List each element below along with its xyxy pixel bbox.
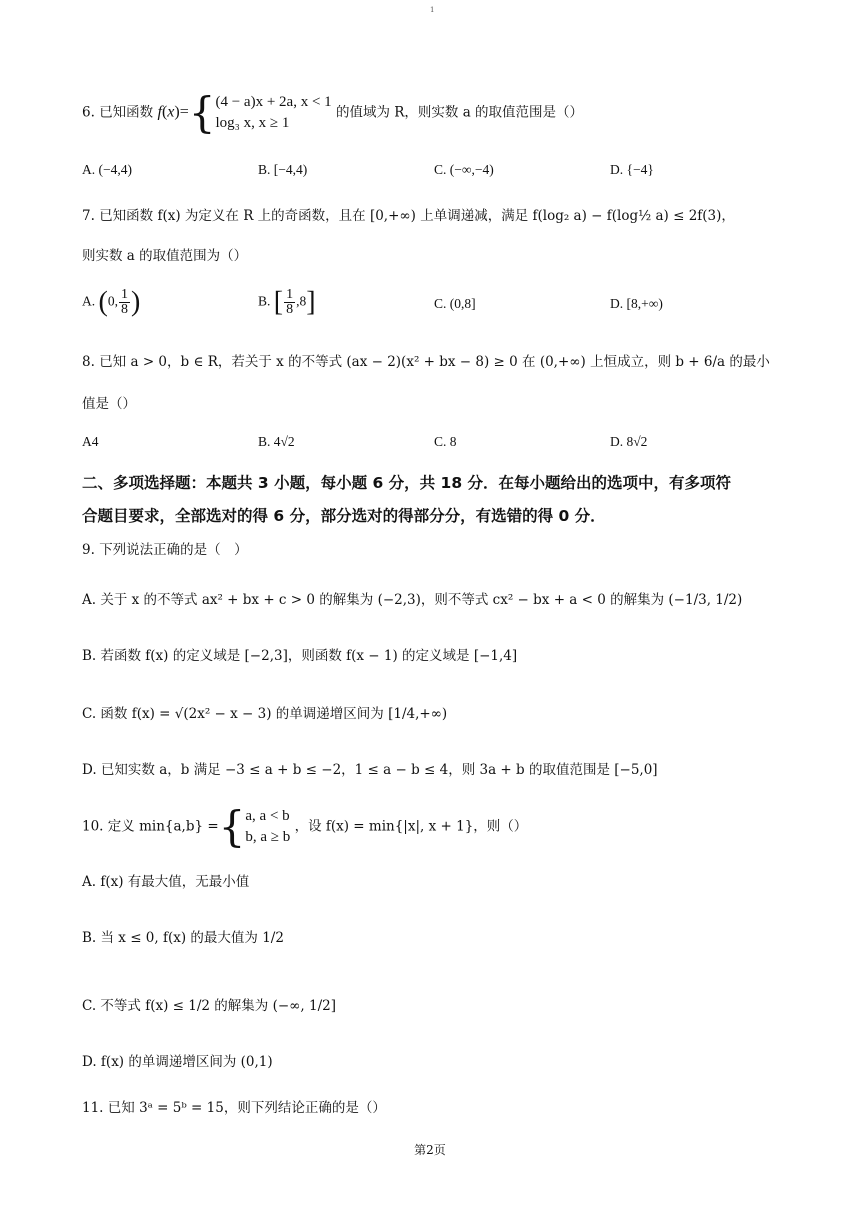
question-9-option-a: A. 关于 x 的不等式 ax² + bx + c > 0 的解集为 (−2,3)，则不等式 cx² − bx + a < 0 的解集为 (−1/3, 1/2): [82, 592, 743, 608]
piecewise-cases: [215, 92, 331, 134]
question-9: [82, 540, 820, 560]
question-10-option-c: C. 不等式 f(x) ≤ 1/2 的解集为 (−∞, 1/2]: [82, 998, 336, 1014]
option-d: D. [8,+∞): [610, 296, 663, 311]
piecewise-cases: [245, 806, 290, 848]
page-footer: 第2页: [414, 1143, 446, 1157]
option-b: B. [ $\frac{1}{8}$ ,8]: [258, 286, 316, 318]
question-text: 的值域为 R，则实数 a 的取值范围是（）: [335, 104, 584, 121]
option-c: C. (−∞,−4): [434, 162, 494, 177]
case-2: b, a ≥ b: [245, 829, 291, 845]
question-text: 已知函数: [99, 104, 154, 121]
question-10: [82, 802, 820, 851]
option-c: C. (0,8]: [434, 296, 476, 311]
question-10-option-a: A. f(x) 有最大值，无最小值: [82, 874, 250, 890]
question-6: 6. 已知函数 f(x)={ (4 − a)x + 2a, x < 1 log₃ x, x ≥ 1 的值域为 R，则实数 a 的取值范围是（）: [82, 88, 584, 137]
question-7-line2: 则实数 a 的取值范围为（）: [82, 248, 248, 264]
question-number: 9.: [82, 542, 95, 558]
question-9-option-c: C. 函数 f(x) = √(2x² − x − 3) 的单调递增区间为 [1/4,+∞): [82, 706, 448, 722]
case-1: (4 − a)x + 2a, x < 1: [215, 94, 332, 110]
question-10-option-d: D. f(x) 的单调递增区间为 (0,1): [82, 1054, 273, 1070]
option-b: B. 4√2: [258, 434, 295, 449]
section-heading: 二、多项选择题：本题共 3 小题，每小题 6 分，共 18 分．在每小题给出的选项中，有多项符: [82, 474, 732, 492]
question-text: 定义 min{a,b} =: [107, 818, 219, 835]
question-9-option-b: B. 若函数 f(x) 的定义域是 [−2,3]，则函数 f(x − 1) 的定义域是 [−1,4]: [82, 648, 518, 664]
question-9-option-d: D. 已知实数 a，b 满足 −3 ≤ a + b ≤ −2，1 ≤ a − b ≤ 4，则 3a + b 的取值范围是 [−5,0]: [82, 762, 658, 778]
question-text: ，设 f(x) = min{|x|, x + 1}，则（）: [294, 818, 528, 835]
option-c: C. 8: [434, 434, 457, 449]
left-brace: {: [188, 88, 216, 137]
question-number: 7.: [82, 208, 95, 224]
case-2: log₃ x, x ≥ 1: [215, 115, 290, 131]
question-8-line2: 值是（）: [82, 396, 136, 412]
option-d: D. 8√2: [610, 434, 648, 449]
question-7: [82, 206, 820, 226]
page-top-mark: 1: [430, 6, 435, 14]
option-a: A4: [82, 434, 99, 449]
question-text: 已知 3ᵃ = 5ᵇ = 15，则下列结论正确的是（）: [107, 1100, 386, 1116]
question-number: 10.: [82, 818, 104, 835]
section-heading-line2: 合题目要求，全部选对的得 6 分，部分选对的得部分分，有选错的得 0 分．: [82, 507, 606, 525]
case-1: a, a < b: [245, 808, 290, 824]
option-b: B. [−4,4): [258, 162, 308, 177]
question-text: 已知函数 f(x) 为定义在 R 上的奇函数，且在 [0,+∞) 上单调递减，满足 f(log₂ a) − f(log½ a) ≤ 2f(3)，: [99, 208, 735, 224]
question-text: 已知 a > 0，b ∈ R，若关于 x 的不等式 (ax − 2)(x² + bx − 8) ≥ 0 在 (0,+∞) 上恒成立，则 b + 6/a 的最小: [99, 354, 770, 370]
left-brace: {: [218, 802, 246, 851]
question-number: 8.: [82, 354, 95, 370]
question-number: 11.: [82, 1100, 104, 1116]
question-11: [82, 1098, 820, 1118]
option-d: D. {−4}: [610, 162, 654, 177]
option-a: A. (0, $\frac{1}{8}$ ): [82, 286, 141, 318]
question-text: 下列说法正确的是（ ）: [99, 542, 248, 558]
option-a: A. (−4,4): [82, 162, 132, 177]
question-10-option-b: B. 当 x ≤ 0, f(x) 的最大值为 1/2: [82, 930, 284, 946]
question-8: [82, 352, 820, 372]
question-number: 6.: [82, 104, 95, 121]
